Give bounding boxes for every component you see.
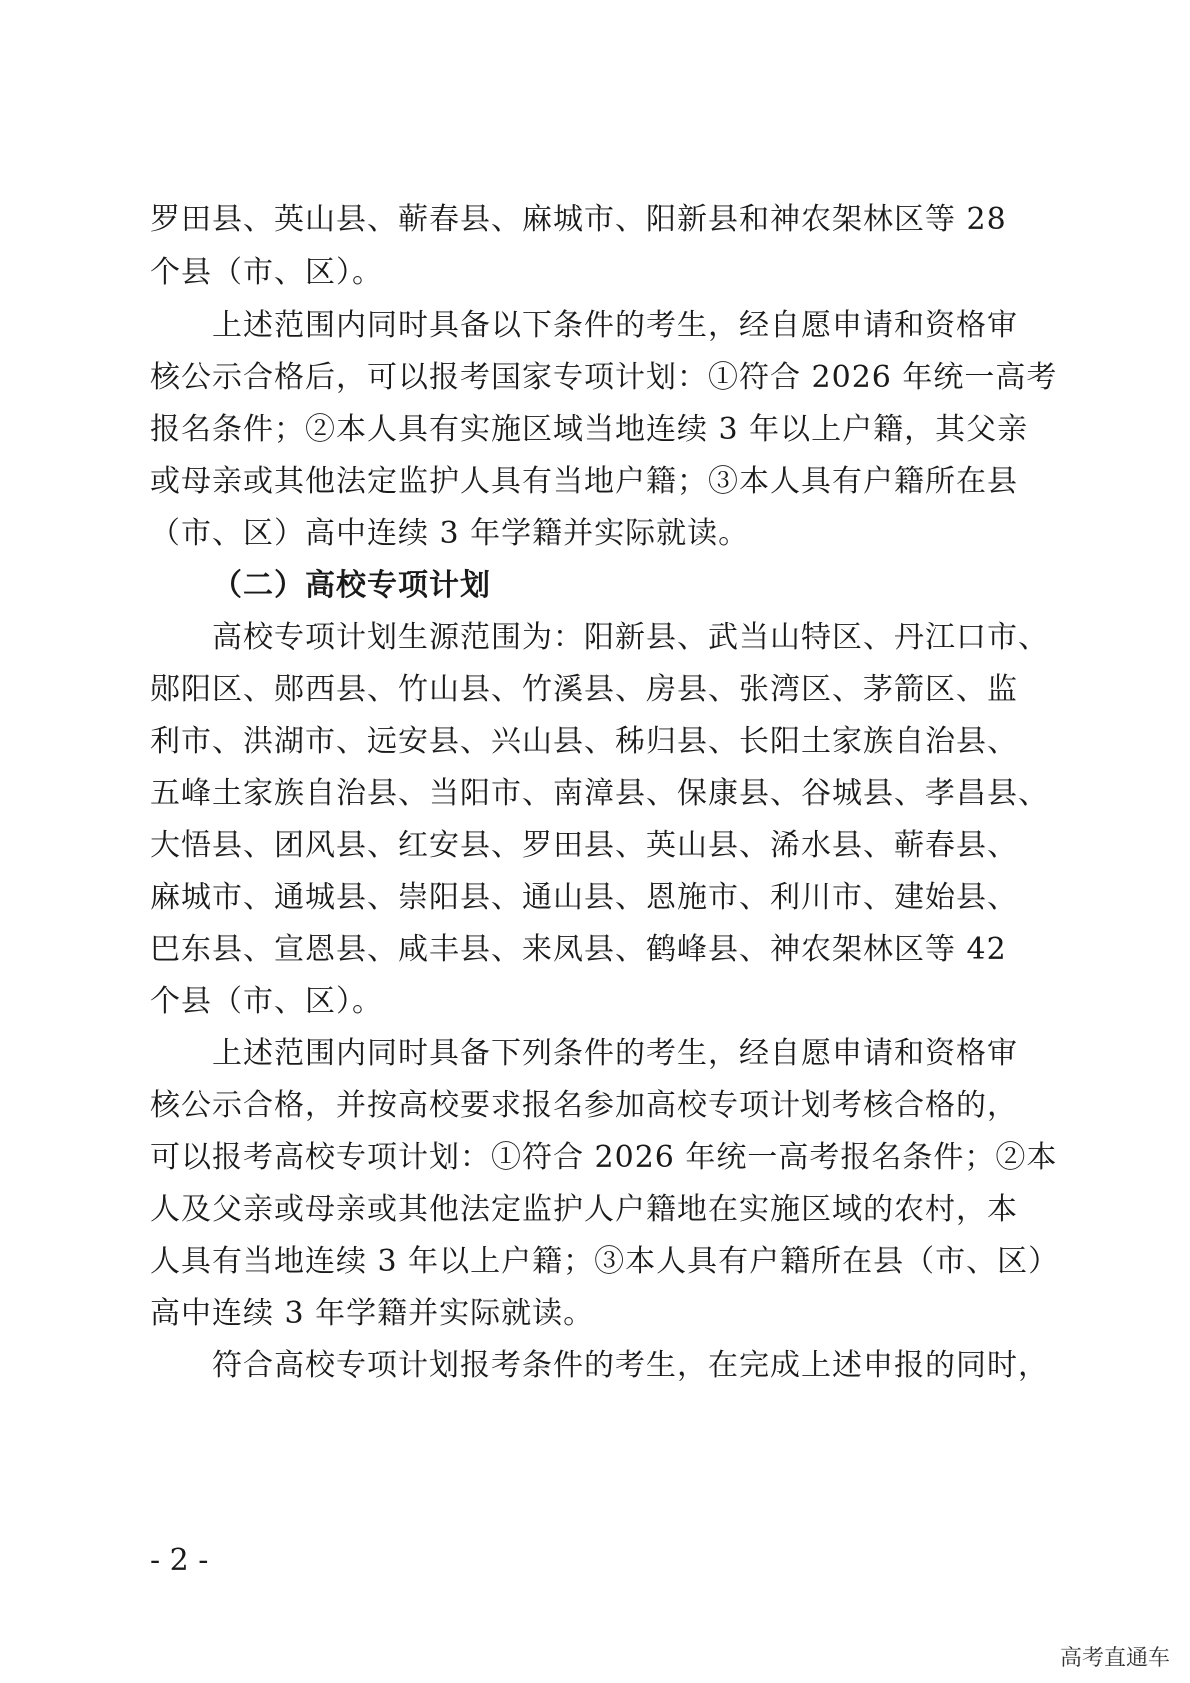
- paragraph-start: 上述范围内同时具备以下条件的考生，经自愿申请和资格审: [212, 308, 1018, 343]
- section-heading: （二）高校专项计划: [212, 568, 491, 603]
- body-text-line: 罗田县、英山县、蕲春县、麻城市、阳新县和神农架林区等 28: [150, 202, 1007, 237]
- body-text-line: 个县（市、区）。: [150, 255, 383, 290]
- body-text-line: 巴东县、宣恩县、咸丰县、来凤县、鹤峰县、神农架林区等 42: [150, 932, 1007, 967]
- body-text-line: 郧阳区、郧西县、竹山县、竹溪县、房县、张湾区、茅箭区、监: [150, 672, 1018, 707]
- body-text-line: （市、区）高中连续 3 年学籍并实际就读。: [150, 516, 750, 551]
- paragraph-start: 高校专项计划生源范围为：阳新县、武当山特区、丹江口市、: [212, 620, 1049, 655]
- body-text-line: 核公示合格后，可以报考国家专项计划：①符合 2026 年统一高考: [150, 360, 1058, 395]
- body-text-line: 利市、洪湖市、远安县、兴山县、秭归县、长阳土家族自治县、: [150, 724, 1018, 759]
- body-text-line: 人具有当地连续 3 年以上户籍；③本人具有户籍所在县（市、区）: [150, 1244, 1060, 1279]
- paragraph-start: 上述范围内同时具备下列条件的考生，经自愿申请和资格审: [212, 1036, 1018, 1071]
- watermark: 高考直通车: [1059, 1646, 1170, 1671]
- body-text-line: 麻城市、通城县、崇阳县、通山县、恩施市、利川市、建始县、: [150, 880, 1018, 915]
- body-text-line: 或母亲或其他法定监护人具有当地户籍；③本人具有户籍所在县: [150, 464, 1018, 499]
- paragraph-start: 符合高校专项计划报考条件的考生，在完成上述申报的同时，: [212, 1348, 1049, 1383]
- body-text-line: 五峰土家族自治县、当阳市、南漳县、保康县、谷城县、孝昌县、: [150, 776, 1049, 811]
- body-text-line: 个县（市、区）。: [150, 984, 383, 1019]
- body-text-line: 可以报考高校专项计划：①符合 2026 年统一高考报名条件；②本: [150, 1140, 1058, 1175]
- body-text-line: 核公示合格，并按高校要求报名参加高校专项计划考核合格的，: [150, 1088, 1018, 1123]
- body-text-line: 高中连续 3 年学籍并实际就读。: [150, 1296, 595, 1331]
- body-text-line: 大悟县、团风县、红安县、罗田县、英山县、浠水县、蕲春县、: [150, 828, 1018, 863]
- body-text-line: 报名条件；②本人具有实施区域当地连续 3 年以上户籍，其父亲: [150, 412, 1029, 447]
- body-text-line: 人及父亲或母亲或其他法定监护人户籍地在实施区域的农村，本: [150, 1192, 1018, 1227]
- page-number: - 2 -: [150, 1543, 209, 1578]
